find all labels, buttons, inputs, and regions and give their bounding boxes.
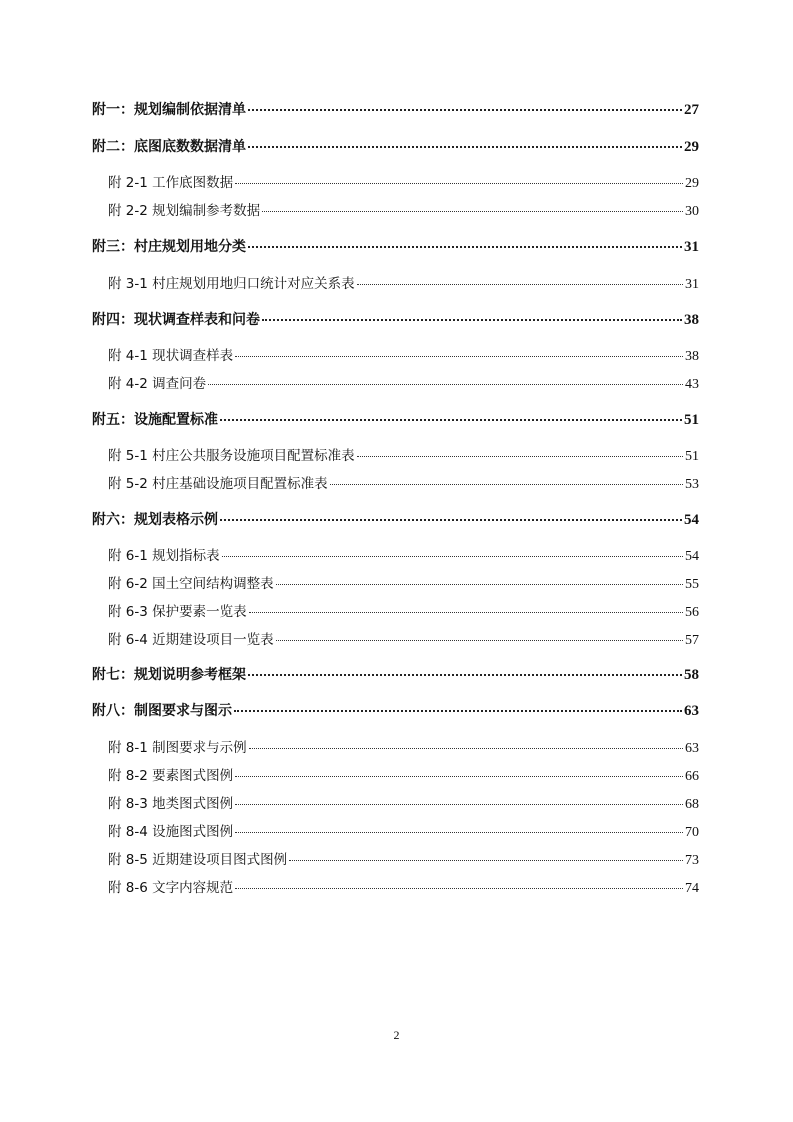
toc-entry-label: 附 8-5 近期建设项目图式图例 <box>108 852 288 868</box>
toc-entry-label: 附二：底图底数数据清单 <box>92 139 246 155</box>
toc-leader-dots <box>249 747 683 749</box>
toc-entry-page: 38 <box>684 312 699 328</box>
toc-sub-entry[interactable] <box>108 200 699 222</box>
toc-entry[interactable] <box>92 700 699 722</box>
toc-sub-entry[interactable] <box>108 601 699 623</box>
toc-entry-label: 附八：制图要求与图示 <box>92 703 232 719</box>
toc-entry-page: 56 <box>685 605 699 620</box>
toc-leader-dots <box>276 639 683 641</box>
toc-entry-page: 55 <box>685 577 699 592</box>
toc-sub-entry[interactable] <box>108 473 699 495</box>
toc-entry-label: 附一：规划编制依据清单 <box>92 102 246 118</box>
toc-sub-entry[interactable] <box>108 445 699 467</box>
toc-leader-dots <box>330 483 683 485</box>
toc-entry-label: 附 6-4 近期建设项目一览表 <box>108 632 274 648</box>
toc-leader-dots <box>208 383 683 385</box>
toc-sub-entry[interactable] <box>108 545 699 567</box>
toc-leader-dots <box>220 418 682 421</box>
toc-entry-label: 附 8-1 制图要求与示例 <box>108 740 247 756</box>
toc-entry-page: 57 <box>685 633 699 648</box>
toc-sub-entry[interactable] <box>108 765 699 787</box>
toc-sub-entry[interactable] <box>108 849 699 871</box>
toc-leader-dots <box>262 210 683 212</box>
toc-leader-dots <box>357 283 683 285</box>
toc-leader-dots <box>262 318 682 321</box>
toc-sub-entry[interactable] <box>108 373 699 395</box>
toc-leader-dots <box>248 145 682 148</box>
toc-entry-page: 51 <box>685 449 699 464</box>
toc-sub-entry[interactable] <box>108 345 699 367</box>
toc-entry-page: 38 <box>685 349 699 364</box>
toc-entry[interactable] <box>92 309 699 331</box>
toc-entry[interactable] <box>92 664 699 686</box>
toc-entry-label: 附 4-2 调查问卷 <box>108 376 207 392</box>
toc-entry-label: 附 5-1 村庄公共服务设施项目配置标准表 <box>108 448 355 464</box>
toc-entry[interactable] <box>92 236 699 258</box>
toc-leader-dots <box>220 518 682 521</box>
toc-sub-entry[interactable] <box>108 273 699 295</box>
toc-entry-page: 43 <box>685 377 699 392</box>
toc-sub-entry[interactable] <box>108 172 699 194</box>
toc-entry-label: 附七：规划说明参考框架 <box>92 667 246 683</box>
toc-entry-label: 附 5-2 村庄基础设施项目配置标准表 <box>108 476 328 492</box>
toc-entry-page: 29 <box>684 139 699 155</box>
toc-leader-dots <box>222 555 683 557</box>
toc-entry-page: 74 <box>685 881 699 896</box>
toc-leader-dots <box>357 455 683 457</box>
toc-entry-label: 附 8-6 文字内容规范 <box>108 880 234 896</box>
toc-leader-dots <box>235 775 683 777</box>
toc-entry-page: 53 <box>685 477 699 492</box>
toc-entry-label: 附 6-2 国土空间结构调整表 <box>108 576 274 592</box>
toc-entry-label: 附 8-2 要素图式图例 <box>108 768 234 784</box>
toc-leader-dots <box>276 583 683 585</box>
toc-entry-page: 63 <box>685 741 699 756</box>
toc-leader-dots <box>248 245 682 248</box>
toc-entry-label: 附 3-1 村庄规划用地归口统计对应关系表 <box>108 276 355 292</box>
toc-entry-label: 附 4-1 现状调查样表 <box>108 348 234 364</box>
toc-entry-label: 附 8-4 设施图式图例 <box>108 824 234 840</box>
toc-leader-dots <box>234 709 682 712</box>
toc-entry-page: 73 <box>685 853 699 868</box>
toc-entry-page: 66 <box>685 769 699 784</box>
toc-entry-page: 68 <box>685 797 699 812</box>
toc-sub-entry[interactable] <box>108 877 699 899</box>
toc-entry[interactable] <box>92 509 699 531</box>
toc-entry-page: 70 <box>685 825 699 840</box>
toc-leader-dots <box>235 887 683 889</box>
toc-entry-label: 附 2-2 规划编制参考数据 <box>108 203 261 219</box>
toc-sub-entry[interactable] <box>108 629 699 651</box>
toc-entry-label: 附 2-1 工作底图数据 <box>108 175 234 191</box>
toc-entry-page: 31 <box>685 277 699 292</box>
toc-entry-page: 51 <box>684 412 699 428</box>
toc-sub-entry[interactable] <box>108 737 699 759</box>
toc-leader-dots <box>235 355 683 357</box>
toc-sub-entry[interactable] <box>108 821 699 843</box>
toc-entry-label: 附三：村庄规划用地分类 <box>92 239 246 255</box>
toc-entry-label: 附四：现状调查样表和问卷 <box>92 312 260 328</box>
toc-entry-page: 54 <box>685 549 699 564</box>
toc-leader-dots <box>248 108 682 111</box>
toc-sub-entry[interactable] <box>108 573 699 595</box>
toc-entry-page: 63 <box>684 703 699 719</box>
page-number: 2 <box>393 1028 400 1042</box>
toc-entry-page: 30 <box>685 204 699 219</box>
toc-leader-dots <box>248 673 682 676</box>
toc-entry-page: 54 <box>684 512 699 528</box>
toc-entry-page: 58 <box>684 667 699 683</box>
toc-leader-dots <box>235 831 683 833</box>
toc-leader-dots <box>235 182 683 184</box>
toc-leader-dots <box>249 611 683 613</box>
toc-entry[interactable] <box>92 409 699 431</box>
toc-entry-label: 附 6-3 保护要素一览表 <box>108 604 247 620</box>
toc-entry-page: 27 <box>684 102 699 118</box>
toc-entry-label: 附 8-3 地类图式图例 <box>108 796 234 812</box>
toc-leader-dots <box>235 803 683 805</box>
toc-entry-label: 附六：规划表格示例 <box>92 512 218 528</box>
toc-entry-label: 附五：设施配置标准 <box>92 412 218 428</box>
toc-entry-page: 29 <box>685 176 699 191</box>
toc-leader-dots <box>289 859 683 861</box>
toc-entry[interactable] <box>92 136 699 158</box>
toc-sub-entry[interactable] <box>108 793 699 815</box>
toc-entry-page: 31 <box>684 239 699 255</box>
toc-entry[interactable] <box>92 99 699 121</box>
toc-entry-label: 附 6-1 规划指标表 <box>108 548 220 564</box>
